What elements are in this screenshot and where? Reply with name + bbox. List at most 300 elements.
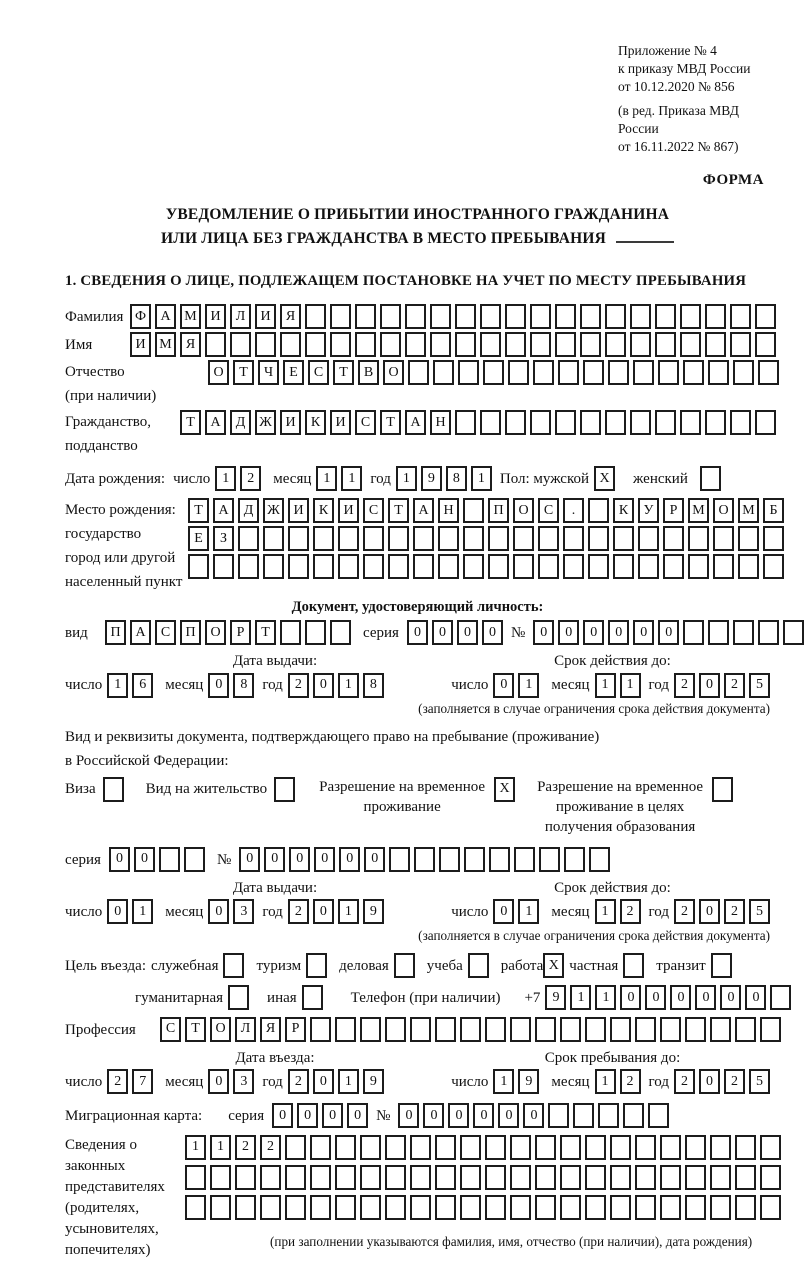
cell[interactable]: 0 — [457, 620, 478, 645]
cell[interactable] — [435, 1135, 456, 1160]
cell[interactable]: П — [105, 620, 126, 645]
cell[interactable]: 0 — [313, 673, 334, 698]
cell[interactable]: И — [280, 410, 301, 435]
cell[interactable] — [608, 360, 629, 385]
cell[interactable] — [263, 526, 284, 551]
cell[interactable]: 0 — [608, 620, 629, 645]
surname-field[interactable] — [130, 304, 776, 329]
cell[interactable]: О — [205, 620, 226, 645]
patronymic-field[interactable] — [208, 360, 779, 385]
cell[interactable] — [533, 360, 554, 385]
migration-series-field[interactable] — [272, 1103, 368, 1128]
cell[interactable] — [755, 410, 776, 435]
cell[interactable] — [763, 554, 784, 579]
cell[interactable] — [230, 332, 251, 357]
cell[interactable] — [505, 304, 526, 329]
cell[interactable]: М — [738, 498, 759, 523]
cell[interactable]: 1 — [396, 466, 417, 491]
cell[interactable]: 0 — [645, 985, 666, 1010]
cell[interactable] — [635, 1017, 656, 1042]
doc-series-field[interactable] — [407, 620, 503, 645]
cell[interactable] — [260, 1165, 281, 1190]
purpose-study-checkbox[interactable] — [468, 953, 489, 978]
birth-month-field[interactable] — [316, 466, 362, 491]
cell[interactable]: 0 — [107, 899, 128, 924]
residence-series-field[interactable] — [109, 847, 205, 872]
cell[interactable] — [758, 360, 779, 385]
cell[interactable] — [613, 526, 634, 551]
cell[interactable]: Е — [188, 526, 209, 551]
cell[interactable] — [735, 1135, 756, 1160]
cell[interactable] — [585, 1017, 606, 1042]
cell[interactable] — [485, 1135, 506, 1160]
cell[interactable] — [385, 1017, 406, 1042]
cell[interactable]: В — [358, 360, 379, 385]
cell[interactable] — [438, 554, 459, 579]
cell[interactable] — [563, 526, 584, 551]
cell[interactable]: Д — [238, 498, 259, 523]
cell[interactable]: 0 — [620, 985, 641, 1010]
cell[interactable] — [688, 526, 709, 551]
cell[interactable] — [598, 1103, 619, 1128]
cell[interactable]: 6 — [132, 673, 153, 698]
cell[interactable]: С — [355, 410, 376, 435]
cell[interactable] — [605, 410, 626, 435]
cell[interactable] — [488, 554, 509, 579]
cell[interactable]: О — [208, 360, 229, 385]
cell[interactable] — [560, 1017, 581, 1042]
cell[interactable]: З — [213, 526, 234, 551]
cell[interactable]: С — [308, 360, 329, 385]
doc-number-field[interactable] — [533, 620, 804, 645]
purpose-other-checkbox[interactable] — [302, 985, 323, 1010]
cell[interactable]: 2 — [235, 1135, 256, 1160]
cell[interactable] — [255, 332, 276, 357]
cell[interactable] — [538, 526, 559, 551]
cell[interactable] — [455, 332, 476, 357]
residence-expiry-day-field[interactable] — [493, 899, 539, 924]
cell[interactable]: 0 — [633, 620, 654, 645]
cell[interactable] — [760, 1135, 781, 1160]
cell[interactable] — [535, 1195, 556, 1220]
cell[interactable] — [464, 847, 485, 872]
cell[interactable]: Я — [180, 332, 201, 357]
residence-expiry-month-field[interactable] — [595, 899, 641, 924]
cell[interactable] — [638, 526, 659, 551]
cell[interactable] — [410, 1195, 431, 1220]
cell[interactable] — [633, 360, 654, 385]
cell[interactable] — [305, 620, 326, 645]
cell[interactable]: Т — [180, 410, 201, 435]
cell[interactable] — [205, 332, 226, 357]
residence-issue-month-field[interactable] — [208, 899, 254, 924]
issue-year-field[interactable] — [288, 673, 384, 698]
cell[interactable] — [285, 1135, 306, 1160]
cell[interactable] — [360, 1165, 381, 1190]
cell[interactable]: 8 — [446, 466, 467, 491]
cell[interactable] — [635, 1195, 656, 1220]
migration-number-field[interactable] — [398, 1103, 669, 1128]
birthplace-field-line2[interactable] — [188, 526, 784, 551]
cell[interactable] — [505, 332, 526, 357]
cell[interactable] — [530, 332, 551, 357]
cell[interactable] — [588, 554, 609, 579]
cell[interactable]: С — [363, 498, 384, 523]
purpose-transit-checkbox[interactable] — [711, 953, 732, 978]
cell[interactable]: 3 — [233, 899, 254, 924]
purpose-official-checkbox[interactable] — [223, 953, 244, 978]
cell[interactable]: 2 — [240, 466, 261, 491]
cell[interactable] — [555, 332, 576, 357]
cell[interactable] — [480, 332, 501, 357]
cell[interactable]: Ж — [263, 498, 284, 523]
cell[interactable]: А — [405, 410, 426, 435]
expiry-month-field[interactable] — [595, 673, 641, 698]
cell[interactable] — [463, 498, 484, 523]
cell[interactable]: 1 — [493, 1069, 514, 1094]
birth-day-field[interactable] — [215, 466, 261, 491]
cell[interactable] — [630, 304, 651, 329]
cell[interactable]: 1 — [215, 466, 236, 491]
cell[interactable]: С — [160, 1017, 181, 1042]
cell[interactable] — [485, 1195, 506, 1220]
cell[interactable] — [313, 526, 334, 551]
cell[interactable]: 0 — [208, 673, 229, 698]
cell[interactable] — [335, 1165, 356, 1190]
cell[interactable] — [489, 847, 510, 872]
cell[interactable] — [389, 847, 410, 872]
cell[interactable] — [655, 304, 676, 329]
cell[interactable] — [685, 1165, 706, 1190]
cell[interactable]: 8 — [233, 673, 254, 698]
cell[interactable] — [460, 1135, 481, 1160]
cell[interactable]: 0 — [720, 985, 741, 1010]
cell[interactable] — [763, 526, 784, 551]
cell[interactable] — [280, 332, 301, 357]
cell[interactable] — [410, 1165, 431, 1190]
cell[interactable]: 0 — [523, 1103, 544, 1128]
cell[interactable] — [159, 847, 180, 872]
cell[interactable]: 0 — [498, 1103, 519, 1128]
cell[interactable] — [758, 620, 779, 645]
cell[interactable]: 1 — [341, 466, 362, 491]
cell[interactable]: М — [688, 498, 709, 523]
cell[interactable] — [335, 1135, 356, 1160]
cell[interactable] — [405, 304, 426, 329]
cell[interactable] — [280, 620, 301, 645]
cell[interactable] — [514, 847, 535, 872]
cell[interactable] — [310, 1195, 331, 1220]
cell[interactable] — [660, 1195, 681, 1220]
cell[interactable] — [363, 526, 384, 551]
cell[interactable] — [685, 1135, 706, 1160]
cell[interactable] — [660, 1135, 681, 1160]
cell[interactable] — [630, 332, 651, 357]
cell[interactable] — [710, 1195, 731, 1220]
purpose-work-checkbox[interactable]: X — [543, 953, 564, 978]
cell[interactable]: 2 — [620, 1069, 641, 1094]
cell[interactable] — [710, 1165, 731, 1190]
cell[interactable]: 1 — [471, 466, 492, 491]
cell[interactable]: 0 — [208, 899, 229, 924]
cell[interactable] — [238, 526, 259, 551]
cell[interactable] — [708, 620, 729, 645]
cell[interactable] — [610, 1135, 631, 1160]
cell[interactable]: 2 — [674, 673, 695, 698]
cell[interactable]: 5 — [749, 1069, 770, 1094]
cell[interactable] — [510, 1135, 531, 1160]
cell[interactable]: 0 — [699, 673, 720, 698]
cell[interactable]: 0 — [347, 1103, 368, 1128]
cell[interactable] — [385, 1165, 406, 1190]
cell[interactable] — [463, 554, 484, 579]
cell[interactable] — [433, 360, 454, 385]
cell[interactable] — [580, 304, 601, 329]
cell[interactable]: Р — [285, 1017, 306, 1042]
cell[interactable]: 1 — [518, 899, 539, 924]
cell[interactable] — [548, 1103, 569, 1128]
cell[interactable] — [260, 1195, 281, 1220]
birthplace-field-line3[interactable] — [188, 554, 784, 579]
cell[interactable]: 2 — [724, 673, 745, 698]
cell[interactable]: 9 — [545, 985, 566, 1010]
cell[interactable] — [355, 332, 376, 357]
temp-residence-education-checkbox[interactable] — [712, 777, 733, 802]
cell[interactable] — [648, 1103, 669, 1128]
cell[interactable] — [755, 304, 776, 329]
cell[interactable]: 1 — [595, 985, 616, 1010]
cell[interactable] — [330, 332, 351, 357]
cell[interactable]: 2 — [288, 1069, 309, 1094]
cell[interactable]: 9 — [421, 466, 442, 491]
cell[interactable] — [430, 332, 451, 357]
cell[interactable] — [733, 620, 754, 645]
cell[interactable] — [535, 1135, 556, 1160]
cell[interactable] — [705, 410, 726, 435]
cell[interactable] — [685, 1017, 706, 1042]
cell[interactable]: О — [210, 1017, 231, 1042]
cell[interactable]: А — [155, 304, 176, 329]
cell[interactable] — [310, 1135, 331, 1160]
cell[interactable] — [588, 526, 609, 551]
cell[interactable] — [635, 1165, 656, 1190]
cell[interactable] — [638, 554, 659, 579]
cell[interactable]: Б — [763, 498, 784, 523]
cell[interactable]: 0 — [289, 847, 310, 872]
cell[interactable]: 0 — [658, 620, 679, 645]
cell[interactable] — [313, 554, 334, 579]
cell[interactable] — [458, 360, 479, 385]
cell[interactable] — [708, 360, 729, 385]
cell[interactable]: 5 — [749, 673, 770, 698]
cell[interactable]: Р — [230, 620, 251, 645]
cell[interactable] — [485, 1165, 506, 1190]
residence-issue-day-field[interactable] — [107, 899, 153, 924]
cell[interactable] — [435, 1195, 456, 1220]
cell[interactable] — [623, 1103, 644, 1128]
cell[interactable] — [713, 554, 734, 579]
cell[interactable] — [580, 410, 601, 435]
cell[interactable] — [410, 1135, 431, 1160]
cell[interactable]: 0 — [272, 1103, 293, 1128]
cell[interactable] — [730, 332, 751, 357]
cell[interactable] — [263, 554, 284, 579]
cell[interactable]: 0 — [699, 899, 720, 924]
cell[interactable] — [663, 554, 684, 579]
firstname-field[interactable] — [130, 332, 776, 357]
cell[interactable]: М — [155, 332, 176, 357]
cell[interactable] — [305, 332, 326, 357]
cell[interactable]: . — [563, 498, 584, 523]
cell[interactable] — [480, 410, 501, 435]
cell[interactable] — [413, 526, 434, 551]
cell[interactable] — [573, 1103, 594, 1128]
cell[interactable] — [210, 1165, 231, 1190]
cell[interactable] — [430, 304, 451, 329]
cell[interactable]: А — [413, 498, 434, 523]
cell[interactable]: 0 — [313, 899, 334, 924]
cell[interactable]: 0 — [482, 620, 503, 645]
cell[interactable] — [388, 526, 409, 551]
citizenship-field[interactable] — [180, 410, 776, 435]
cell[interactable] — [483, 360, 504, 385]
cell[interactable] — [380, 332, 401, 357]
cell[interactable] — [385, 1135, 406, 1160]
phone-field[interactable] — [545, 985, 791, 1010]
cell[interactable] — [438, 526, 459, 551]
cell[interactable] — [463, 526, 484, 551]
cell[interactable] — [760, 1195, 781, 1220]
cell[interactable]: О — [383, 360, 404, 385]
cell[interactable] — [563, 554, 584, 579]
cell[interactable] — [310, 1165, 331, 1190]
expiry-day-field[interactable] — [493, 673, 539, 698]
cell[interactable] — [635, 1135, 656, 1160]
entry-month-field[interactable] — [208, 1069, 254, 1094]
cell[interactable] — [555, 410, 576, 435]
cell[interactable] — [360, 1017, 381, 1042]
issue-day-field[interactable] — [107, 673, 153, 698]
cell[interactable]: 8 — [363, 673, 384, 698]
cell[interactable]: П — [488, 498, 509, 523]
birth-year-field[interactable] — [396, 466, 492, 491]
cell[interactable]: 5 — [749, 899, 770, 924]
cell[interactable]: 0 — [339, 847, 360, 872]
cell[interactable] — [435, 1165, 456, 1190]
cell[interactable]: И — [205, 304, 226, 329]
cell[interactable] — [688, 554, 709, 579]
cell[interactable] — [238, 554, 259, 579]
cell[interactable] — [660, 1165, 681, 1190]
purpose-business-checkbox[interactable] — [394, 953, 415, 978]
cell[interactable] — [510, 1017, 531, 1042]
cell[interactable] — [388, 554, 409, 579]
birthplace-field-line1[interactable] — [188, 498, 784, 523]
cell[interactable] — [385, 1195, 406, 1220]
cell[interactable]: С — [155, 620, 176, 645]
cell[interactable]: М — [180, 304, 201, 329]
cell[interactable] — [760, 1017, 781, 1042]
cell[interactable] — [680, 332, 701, 357]
cell[interactable] — [508, 360, 529, 385]
cell[interactable]: 2 — [724, 1069, 745, 1094]
residence-issue-year-field[interactable] — [288, 899, 384, 924]
profession-field[interactable] — [160, 1017, 781, 1042]
cell[interactable]: О — [513, 498, 534, 523]
cell[interactable] — [363, 554, 384, 579]
cell[interactable]: Р — [663, 498, 684, 523]
cell[interactable]: 1 — [595, 1069, 616, 1094]
cell[interactable]: И — [255, 304, 276, 329]
cell[interactable] — [605, 332, 626, 357]
cell[interactable]: И — [338, 498, 359, 523]
cell[interactable] — [713, 526, 734, 551]
cell[interactable]: 0 — [493, 673, 514, 698]
temp-residence-checkbox[interactable]: X — [494, 777, 515, 802]
cell[interactable] — [680, 410, 701, 435]
cell[interactable] — [683, 620, 704, 645]
cell[interactable] — [783, 620, 804, 645]
cell[interactable] — [285, 1165, 306, 1190]
cell[interactable] — [730, 410, 751, 435]
cell[interactable] — [413, 554, 434, 579]
cell[interactable]: О — [713, 498, 734, 523]
cell[interactable]: 2 — [674, 1069, 695, 1094]
cell[interactable] — [488, 526, 509, 551]
cell[interactable] — [755, 332, 776, 357]
cell[interactable]: 2 — [288, 899, 309, 924]
cell[interactable] — [630, 410, 651, 435]
cell[interactable] — [735, 1165, 756, 1190]
cell[interactable]: Я — [280, 304, 301, 329]
cell[interactable]: 0 — [239, 847, 260, 872]
cell[interactable] — [235, 1165, 256, 1190]
cell[interactable] — [455, 304, 476, 329]
cell[interactable]: 7 — [132, 1069, 153, 1094]
cell[interactable]: 0 — [314, 847, 335, 872]
cell[interactable] — [288, 526, 309, 551]
stay-month-field[interactable] — [595, 1069, 641, 1094]
cell[interactable]: 1 — [595, 899, 616, 924]
cell[interactable] — [338, 526, 359, 551]
cell[interactable]: 1 — [185, 1135, 206, 1160]
cell[interactable] — [185, 1195, 206, 1220]
cell[interactable]: 2 — [674, 899, 695, 924]
cell[interactable] — [683, 360, 704, 385]
cell[interactable] — [439, 847, 460, 872]
cell[interactable]: И — [130, 332, 151, 357]
cell[interactable]: 0 — [670, 985, 691, 1010]
cell[interactable] — [730, 304, 751, 329]
cell[interactable] — [538, 554, 559, 579]
residence-expiry-year-field[interactable] — [674, 899, 770, 924]
cell[interactable]: Т — [255, 620, 276, 645]
cell[interactable] — [613, 554, 634, 579]
cell[interactable]: Д — [230, 410, 251, 435]
cell[interactable] — [380, 304, 401, 329]
purpose-private-checkbox[interactable] — [623, 953, 644, 978]
cell[interactable]: Т — [388, 498, 409, 523]
cell[interactable] — [355, 304, 376, 329]
cell[interactable] — [539, 847, 560, 872]
cell[interactable]: 1 — [132, 899, 153, 924]
cell[interactable]: 2 — [107, 1069, 128, 1094]
cell[interactable] — [705, 304, 726, 329]
cell[interactable] — [513, 554, 534, 579]
cell[interactable] — [770, 985, 791, 1010]
cell[interactable] — [705, 332, 726, 357]
cell[interactable] — [589, 847, 610, 872]
